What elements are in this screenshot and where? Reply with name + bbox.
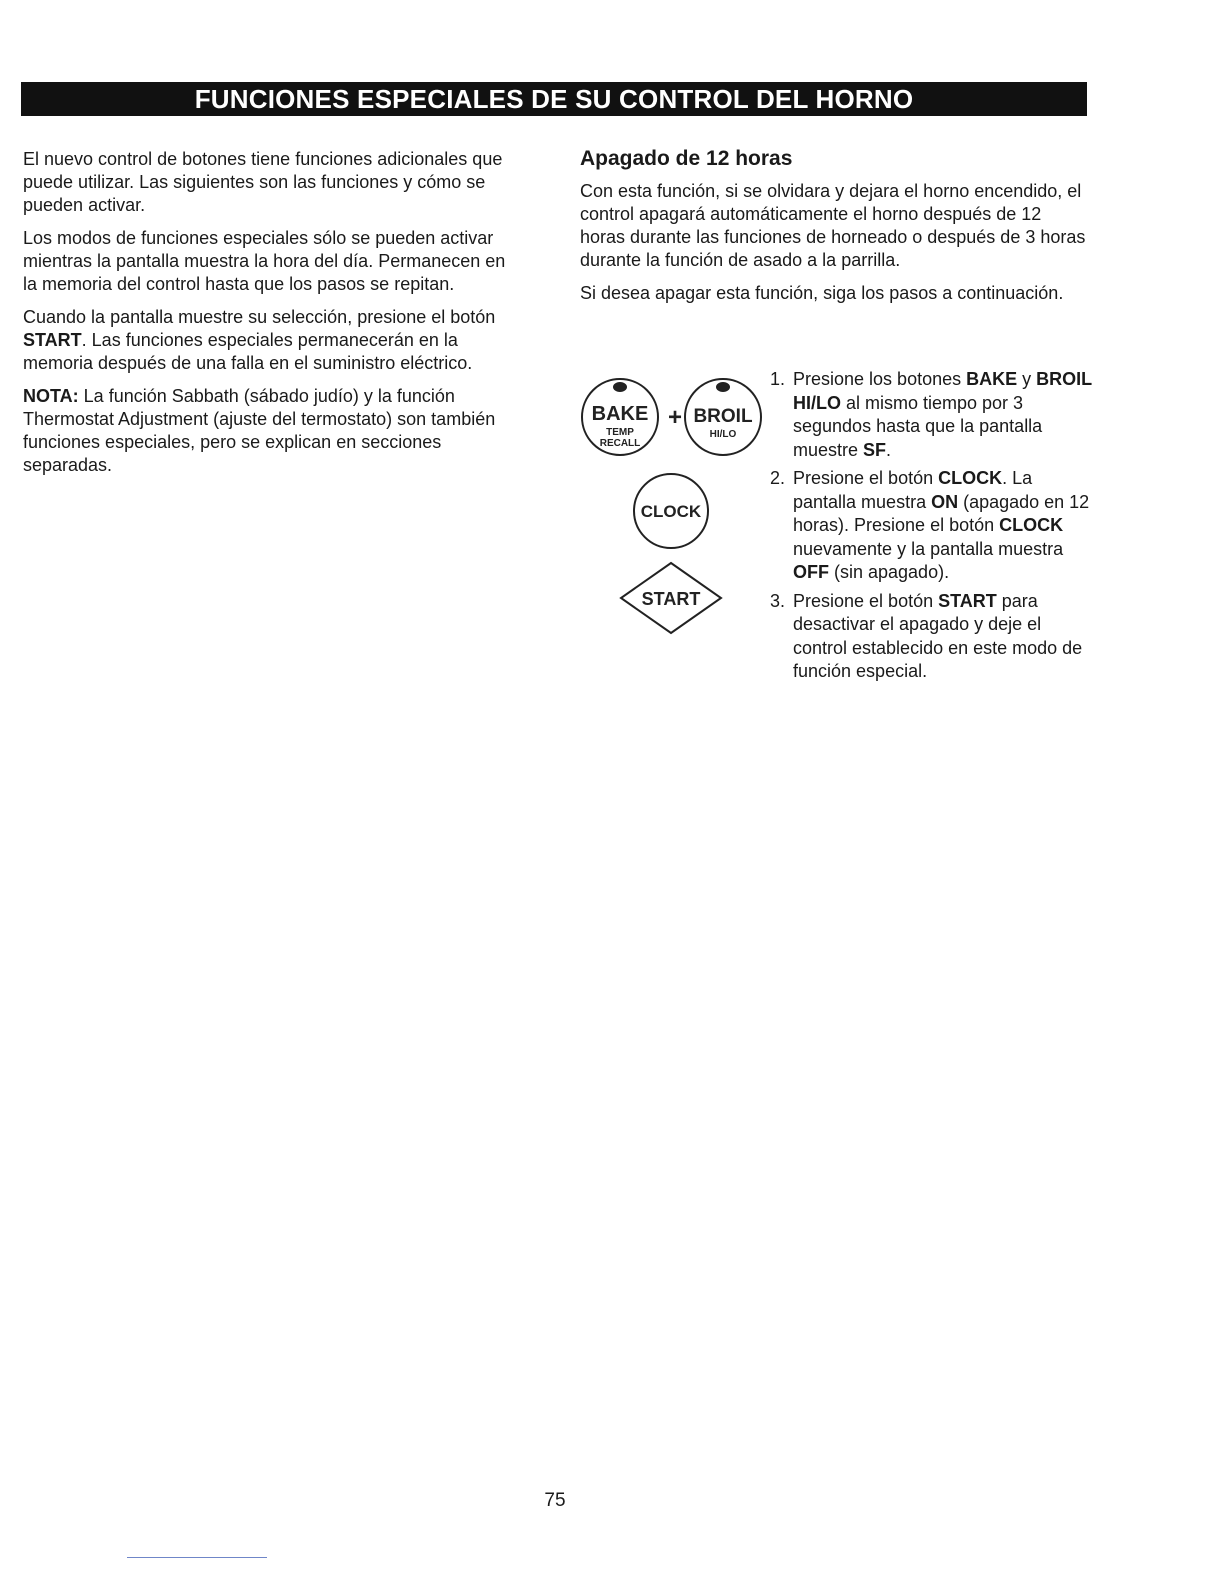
shutoff-instructions-intro: Si desea apagar esta función, siga los pasos a continuación. (580, 283, 1064, 303)
selection-paragraph: Cuando la pantalla muestre su selección, presione el botón START. Las funciones especiales permanecerán en la memoria después de una falla en el suministro eléctrico. (23, 307, 496, 373)
broil-button-icon (685, 379, 761, 455)
note-label: NOTA: (23, 386, 79, 406)
intro-paragraph: El nuevo control de botones tiene funciones adicionales que puede utilizar. Las siguientes son las funciones y cómo se pueden activar. (23, 149, 503, 215)
page-title: FUNCIONES ESPECIALES DE SU CONTROL DEL HORNO (194, 84, 914, 114)
page-number: 75 (544, 1490, 566, 1511)
bake-sub-recall: RECALL (599, 438, 641, 449)
step-2 (770, 467, 1100, 585)
bake-sub-temp: TEMP (606, 427, 634, 438)
step-3 (770, 590, 1100, 684)
broil-label: BROIL (693, 406, 753, 427)
start-keyword: START (23, 330, 82, 350)
button-illustration (575, 365, 770, 645)
steps-list (770, 368, 1100, 689)
modes-paragraph: Los modos de funciones especiales sólo se pueden activar mientras la pantalla muestra la hora del día. Permanecen en la memoria del control hasta que los pasos se repitan. (23, 228, 506, 294)
left-column (23, 148, 523, 487)
step-text: Presione los botones BAKE y BROIL HI/LO al mismo tiempo por 3 segundos hasta que la pantalla muestre SF. (793, 369, 1092, 460)
bake-label: BAKE (591, 403, 649, 425)
page-title-banner (21, 82, 1087, 116)
section-heading: Apagado de 12 horas (580, 147, 793, 170)
bake-button-icon (582, 379, 658, 455)
shutoff-section (580, 146, 1090, 315)
broil-sub-hilo: HI/LO (709, 429, 737, 440)
step-number: 3. (770, 590, 786, 611)
start-button-icon (621, 563, 721, 633)
footer-rule (127, 1557, 267, 1558)
note-paragraph: NOTA: La función Sabbath (sábado judío) y la función Thermostat Adjustment (ajuste del termostato) son también funciones especiales, pero se explican en secciones separadas. (23, 386, 496, 475)
clock-label: CLOCK (640, 502, 702, 521)
start-label: START (641, 589, 701, 609)
step-text: Presione el botón START para desactivar el apagado y deje el control establecido en este modo de función especial. (793, 590, 1083, 681)
shutoff-description: Con esta función, si se olvidara y dejara el horno encendido, el control apagará automáticamente el horno después de 12 horas durante las funciones de horneado o después de 3 horas durante la función de asado a la parrilla. (580, 181, 1086, 270)
step-number: 2. (770, 468, 786, 488)
step-number: 1. (770, 369, 786, 389)
step-1 (770, 368, 1100, 462)
clock-button-icon (634, 474, 708, 548)
plus-sign: + (667, 404, 683, 431)
step-text: Presione el botón CLOCK. La pantalla muestra ON (apagado en 12 horas). Presione el botón CLOCK nuevamente y la pantalla muestra OFF (sin apagado). (793, 468, 1090, 582)
